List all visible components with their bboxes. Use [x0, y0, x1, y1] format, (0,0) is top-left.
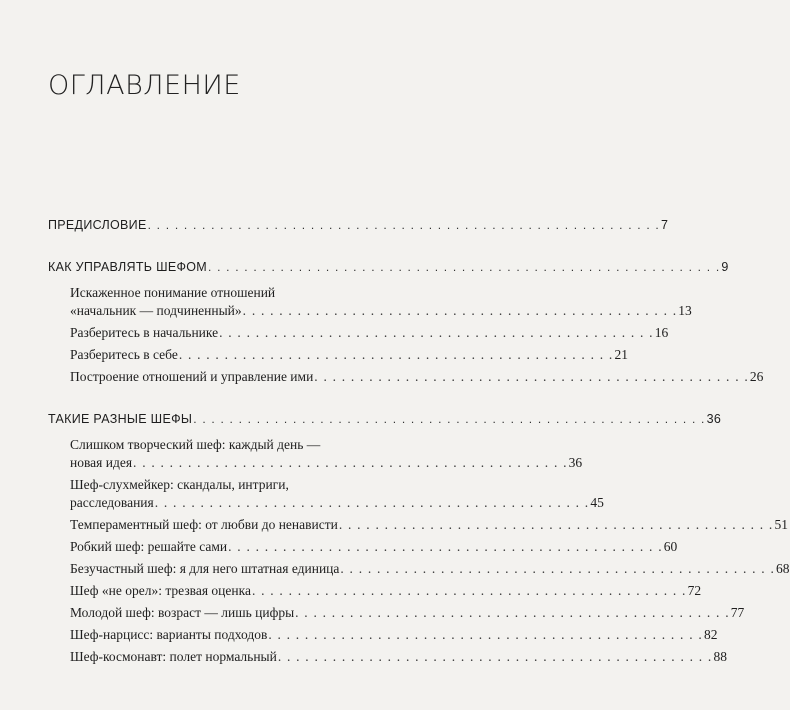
toc-entry [48, 368, 764, 386]
dot-leader: . . . . . . . . . . . . . . . . . . . . . . . . . . . . . . . . . . . . . . . . . . . . . . . . [251, 583, 687, 598]
toc-section-how-to-manage [48, 258, 729, 276]
dot-leader: . . . . . . . . . . . . . . . . . . . . . . . . . . . . . . . . . . . . . . . . . . . . . . . . . . . . . . . . . [147, 218, 660, 232]
dot-leader: . . . . . . . . . . . . . . . . . . . . . . . . . . . . . . . . . . . . . . . . . . . . . . . . . . . . . . . . . [208, 260, 721, 274]
entry-title: Робкий шеф: решайте сами [70, 539, 228, 554]
entry-page-number: 21 [614, 347, 628, 362]
toc-entry [48, 324, 669, 342]
dot-leader: . . . . . . . . . . . . . . . . . . . . . . . . . . . . . . . . . . . . . . . . . . . . . . . . [228, 539, 663, 554]
entry-page-number: 68 [776, 561, 790, 576]
toc-entry [48, 604, 745, 622]
toc-section-preface [48, 216, 669, 234]
entry-page-number: 77 [730, 605, 745, 620]
dot-leader: . . . . . . . . . . . . . . . . . . . . . . . . . . . . . . . . . . . . . . . . . . . . . . . . . . . . . . . . . [193, 412, 706, 426]
entry-title: Молодой шеф: возраст — лишь цифры [70, 605, 295, 620]
table-of-contents [48, 216, 790, 666]
entry-title: расследования [70, 495, 154, 510]
dot-leader: . . . . . . . . . . . . . . . . . . . . . . . . . . . . . . . . . . . . . . . . . . . . . . . . [268, 627, 703, 642]
entry-title-line1: Шеф-слухмейкер: скандалы, интриги, [70, 477, 289, 492]
page-title: ОГЛАВЛЕНИЕ [48, 70, 241, 101]
entry-title: Шеф «не орел»: трезвая оценка [70, 583, 251, 598]
entry-page-number: 45 [590, 495, 604, 510]
dot-leader: . . . . . . . . . . . . . . . . . . . . . . . . . . . . . . . . . . . . . . . . . . . . . . . . [277, 649, 713, 664]
section-page-number: 7 [660, 218, 669, 232]
dot-leader: . . . . . . . . . . . . . . . . . . . . . . . . . . . . . . . . . . . . . . . . . . . . . . . . [242, 303, 678, 318]
entry-title: «начальник — подчиненный» [70, 303, 242, 318]
entry-title: Шеф-космонавт: полет нормальный [70, 649, 277, 664]
toc-entry [48, 284, 692, 320]
entry-page-number: 26 [749, 369, 764, 384]
entry-title: Разберитесь в себе [70, 347, 178, 362]
entry-page-number: 13 [678, 303, 692, 318]
entry-title: Разберитесь в начальнике [70, 325, 219, 340]
entry-page-number: 82 [703, 627, 718, 642]
entry-page-number: 51 [774, 517, 788, 532]
toc-entry [48, 560, 790, 578]
entry-page-number: 72 [687, 583, 702, 598]
entry-page-number: 36 [568, 455, 583, 470]
dot-leader: . . . . . . . . . . . . . . . . . . . . . . . . . . . . . . . . . . . . . . . . . . . . . . . . [219, 325, 654, 340]
entry-title-line1: Слишком творческий шеф: каждый день — [70, 437, 321, 452]
entry-title-line1: Искаженное понимание отношений [70, 285, 276, 300]
dot-leader: . . . . . . . . . . . . . . . . . . . . . . . . . . . . . . . . . . . . . . . . . . . . . . . . [338, 517, 774, 532]
dot-leader: . . . . . . . . . . . . . . . . . . . . . . . . . . . . . . . . . . . . . . . . . . . . . . . . [314, 369, 749, 384]
toc-entry [48, 476, 604, 512]
dot-leader: . . . . . . . . . . . . . . . . . . . . . . . . . . . . . . . . . . . . . . . . . . . . . . . . [133, 455, 568, 470]
toc-section-different-bosses [48, 410, 722, 428]
section-title: ТАКИЕ РАЗНЫЕ ШЕФЫ [48, 412, 193, 426]
entry-page-number: 88 [713, 649, 727, 664]
section-title: КАК УПРАВЛЯТЬ ШЕФОМ [48, 260, 208, 274]
dot-leader: . . . . . . . . . . . . . . . . . . . . . . . . . . . . . . . . . . . . . . . . . . . . . . . . [340, 561, 776, 576]
toc-entry [48, 626, 718, 644]
entry-page-number: 16 [654, 325, 669, 340]
toc-entry [48, 648, 727, 666]
dot-leader: . . . . . . . . . . . . . . . . . . . . . . . . . . . . . . . . . . . . . . . . . . . . . . . . [178, 347, 614, 362]
entry-page-number: 60 [663, 539, 678, 554]
entry-title: новая идея [70, 455, 133, 470]
section-page-number: 9 [721, 260, 729, 274]
entry-title: Темпераментный шеф: от любви до ненависти [70, 517, 338, 532]
section-page-number: 36 [706, 412, 722, 426]
entry-title: Построение отношений и управление ими [70, 369, 314, 384]
toc-entry [48, 538, 678, 556]
entry-title: Безучастный шеф: я для него штатная единица [70, 561, 340, 576]
toc-entry [48, 346, 628, 364]
toc-entry [48, 582, 702, 600]
section-title: ПРЕДИСЛОВИЕ [48, 218, 147, 232]
dot-leader: . . . . . . . . . . . . . . . . . . . . . . . . . . . . . . . . . . . . . . . . . . . . . . . . [154, 495, 590, 510]
entry-title: Шеф-нарцисс: варианты подходов [70, 627, 268, 642]
dot-leader: . . . . . . . . . . . . . . . . . . . . . . . . . . . . . . . . . . . . . . . . . . . . . . . . [295, 605, 730, 620]
toc-entry [48, 516, 788, 534]
toc-entry [48, 436, 583, 472]
